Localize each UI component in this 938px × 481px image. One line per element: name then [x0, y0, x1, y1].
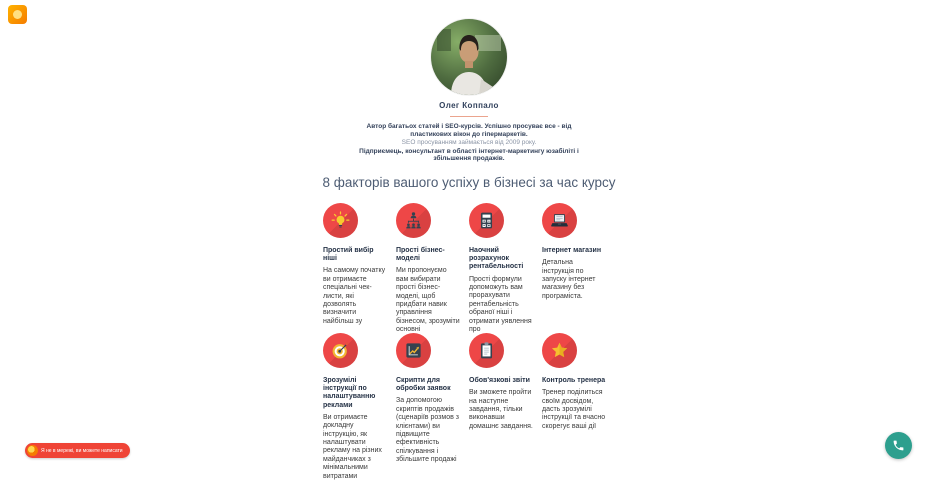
feature-title: Простий вибір ніші	[323, 247, 374, 263]
feature-card-models	[396, 203, 460, 333]
bio-tertiary: Підприємець, консультант в області інтернет-маркетингу юзабіліті і збільшення продажів.	[359, 147, 579, 163]
feature-title: Наочний розрахунок рентабельності	[469, 247, 524, 271]
feature-body: Тренер поділиться своїм досвідом, дасть зрозумілі інструкції та вчасно скорегує ваші дії	[542, 389, 606, 430]
chat-offline-text: Я не в мережі, ви можете написати	[41, 447, 123, 454]
feature-badge	[542, 333, 577, 368]
bio-secondary: SEO просуванням займається від 2009 року.	[401, 139, 537, 147]
chat-offline-widget[interactable]	[25, 443, 130, 458]
feature-badge	[323, 333, 358, 368]
calculator-icon	[477, 211, 496, 230]
name-divider	[450, 116, 488, 117]
star-icon	[550, 341, 569, 360]
page-title: 8 факторів вашого успіху в бізнесі за час курсу	[322, 175, 616, 191]
feature-card-profitability	[469, 203, 533, 333]
feature-card-ads	[323, 333, 387, 480]
lightbulb-icon	[331, 211, 350, 230]
feature-body: Ви зможете пройти на наступне завдання, тільки виконавши домашнє завдання.	[469, 389, 533, 430]
feature-card-reports	[469, 333, 533, 463]
feature-body: Прості формули допоможуть вам прорахувати рентабельність обраної ніші і отримати уявлення про	[469, 275, 532, 334]
feature-card-niche	[323, 203, 387, 333]
target-icon	[331, 341, 350, 360]
chat-logo-icon	[27, 445, 38, 456]
avatar	[431, 19, 507, 95]
feature-card-scripts	[396, 333, 460, 463]
feature-badge	[396, 333, 431, 368]
feature-title: Інтернет магазин	[542, 247, 602, 254]
feature-title: Контроль тренера	[542, 377, 606, 384]
feature-title: Скрипти для обробки заявок	[396, 377, 451, 393]
feature-badge	[542, 203, 577, 238]
avatar-photo-illustration	[431, 19, 507, 95]
feature-card-shop	[542, 203, 606, 333]
bio-primary: Автор багатьох статей і SEO-курсів. Успішно просуває все - від пластикових вікон до гіпермаркетів.	[366, 123, 572, 138]
phone-icon	[892, 439, 905, 452]
feature-body: Ми пропонуємо вам вибирати прості бізнес-моделі, щоб придбати навик управління бізнесом, зрозуміти основні	[396, 267, 460, 334]
feature-badge	[469, 333, 504, 368]
feature-card-coach	[542, 333, 606, 463]
feature-body: Ви отримаєте докладну інструкцію, як налаштувати рекламу на різних майданчиках з мінімальними витратами	[323, 413, 382, 480]
bio-block	[357, 123, 581, 163]
feature-title: Зрозумілі інструкції по налаштуванню реклами	[323, 377, 376, 409]
feature-badge	[396, 203, 431, 238]
features-grid	[323, 203, 615, 480]
feature-title: Обов'язкові звіти	[469, 377, 530, 384]
report-icon	[477, 341, 496, 360]
feature-badge	[469, 203, 504, 238]
feature-badge	[323, 203, 358, 238]
callback-button[interactable]	[885, 432, 912, 459]
feature-body: На самому початку ви отримаєте спеціальні чек-листи, які дозволять визначити найбільш зу	[323, 267, 386, 325]
person-name: Олег Коппало	[439, 101, 499, 110]
growth-chart-icon	[404, 341, 423, 360]
site-logo-icon[interactable]	[8, 5, 27, 24]
laptop-icon	[550, 211, 569, 230]
org-chart-icon	[404, 211, 423, 230]
feature-body: Детальна інструкція по запуску інтернет магазину без програміста.	[542, 259, 596, 300]
feature-title: Прості бізнес-моделі	[396, 247, 445, 263]
site-logo-inner	[13, 10, 22, 19]
feature-body: За допомогою скриптів продажів (сценаріїв розмов з клієнтами) ви підвищите ефективність спілкування і збільшите продажі	[396, 397, 459, 464]
